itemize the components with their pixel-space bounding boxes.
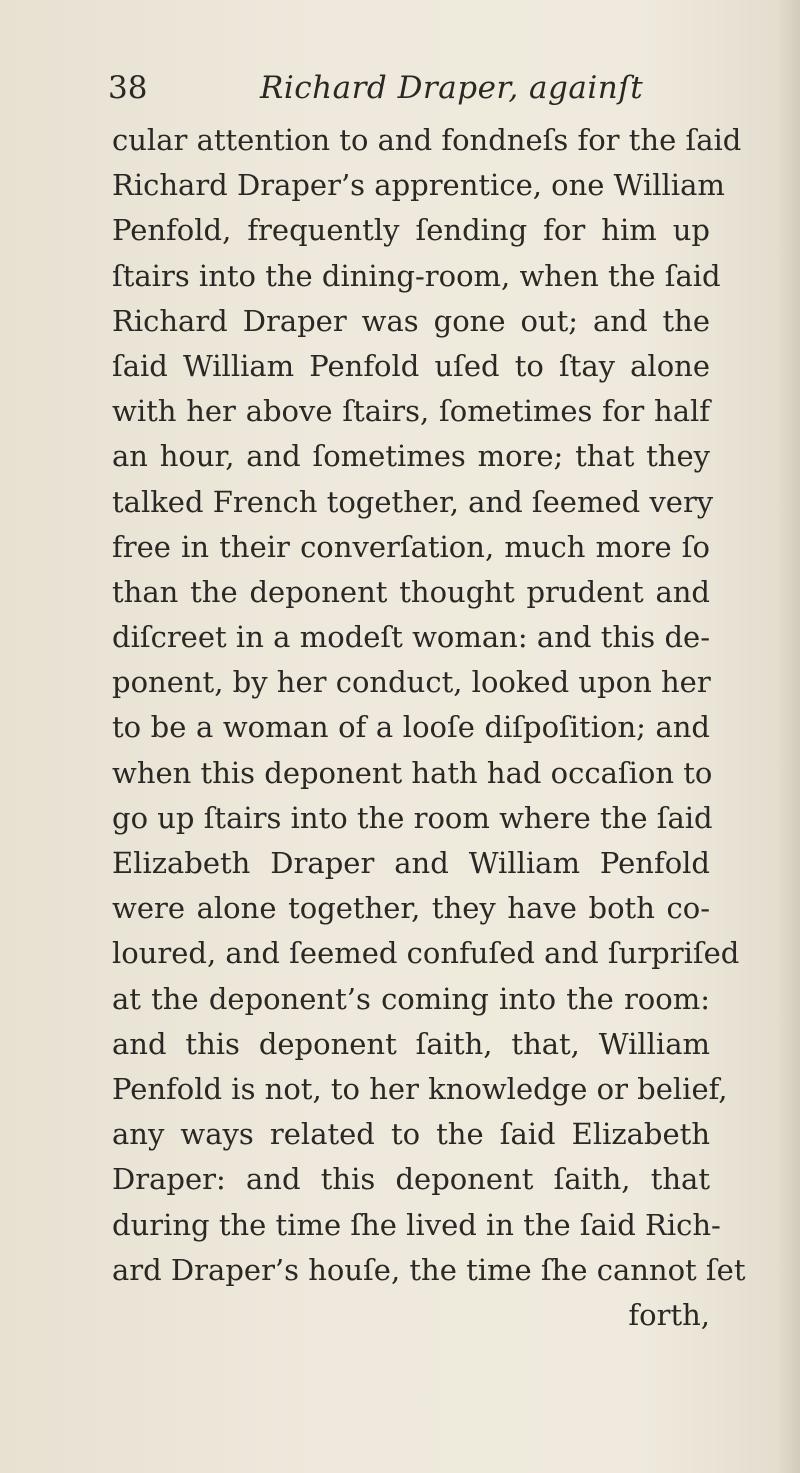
text-line: with her above ſtairs, ſometimes for half [112, 394, 710, 429]
text-line: cular attention to and fondneſs for the ſaid [112, 123, 742, 157]
text-line: talked French together, and ſeemed very [112, 484, 714, 519]
text-line: Draper: and this deponent ſaith, that [112, 1162, 710, 1197]
text-line: Penfold, frequently ſending for him up [112, 213, 710, 248]
text-line: diſcreet in a modeſt woman: and this de- [112, 620, 710, 655]
body-text [112, 118, 746, 1338]
text-line: go up ſtairs into the room where the ſaid [112, 800, 713, 835]
text-line: Elizabeth Draper and William Penfold [112, 846, 710, 880]
text-line: Penfold is not, to her knowledge or belief, [112, 1071, 728, 1106]
text-line: than the deponent thought prudent and [112, 574, 710, 609]
page-edge-shadow [776, 0, 800, 1473]
text-line: an hour, and ſometimes more; that they [112, 439, 710, 474]
text-line: when this deponent hath had occaſion to [112, 755, 713, 790]
text-line: and this deponent ſaith, that, William [112, 1026, 710, 1061]
text-line: free in their converſation, much more ſo [112, 529, 710, 564]
page-number: 38 [108, 70, 148, 106]
page-header [108, 70, 748, 114]
text-line: to be a woman of a looſe diſpoſition; and [112, 710, 710, 745]
text-line: Richard Draper’s apprentice, one William [112, 168, 725, 203]
text-line: ſaid William Penfold uſed to ſtay alone [112, 348, 710, 383]
text-line: ard Draper’s houſe, the time ſhe cannot ſet [112, 1252, 746, 1287]
text-line: ponent, by her conduct, looked upon her [112, 665, 711, 700]
text-line: at the deponent’s coming into the room: [112, 981, 710, 1016]
text-line: any ways related to the ſaid Elizabeth [112, 1117, 710, 1152]
catchword: forth, [628, 1297, 710, 1332]
text-line: during the time ſhe lived in the ſaid Rich- [112, 1207, 721, 1242]
text-line: were alone together, they have both co- [112, 891, 710, 926]
text-line: Richard Draper was gone out; and the [112, 303, 710, 338]
running-head: Richard Draper, againſt [260, 70, 644, 106]
text-line: loured, and ſeemed confuſed and ſurpriſed [112, 936, 740, 971]
text-line: ſtairs into the dining-room, when the ſaid [112, 258, 721, 293]
